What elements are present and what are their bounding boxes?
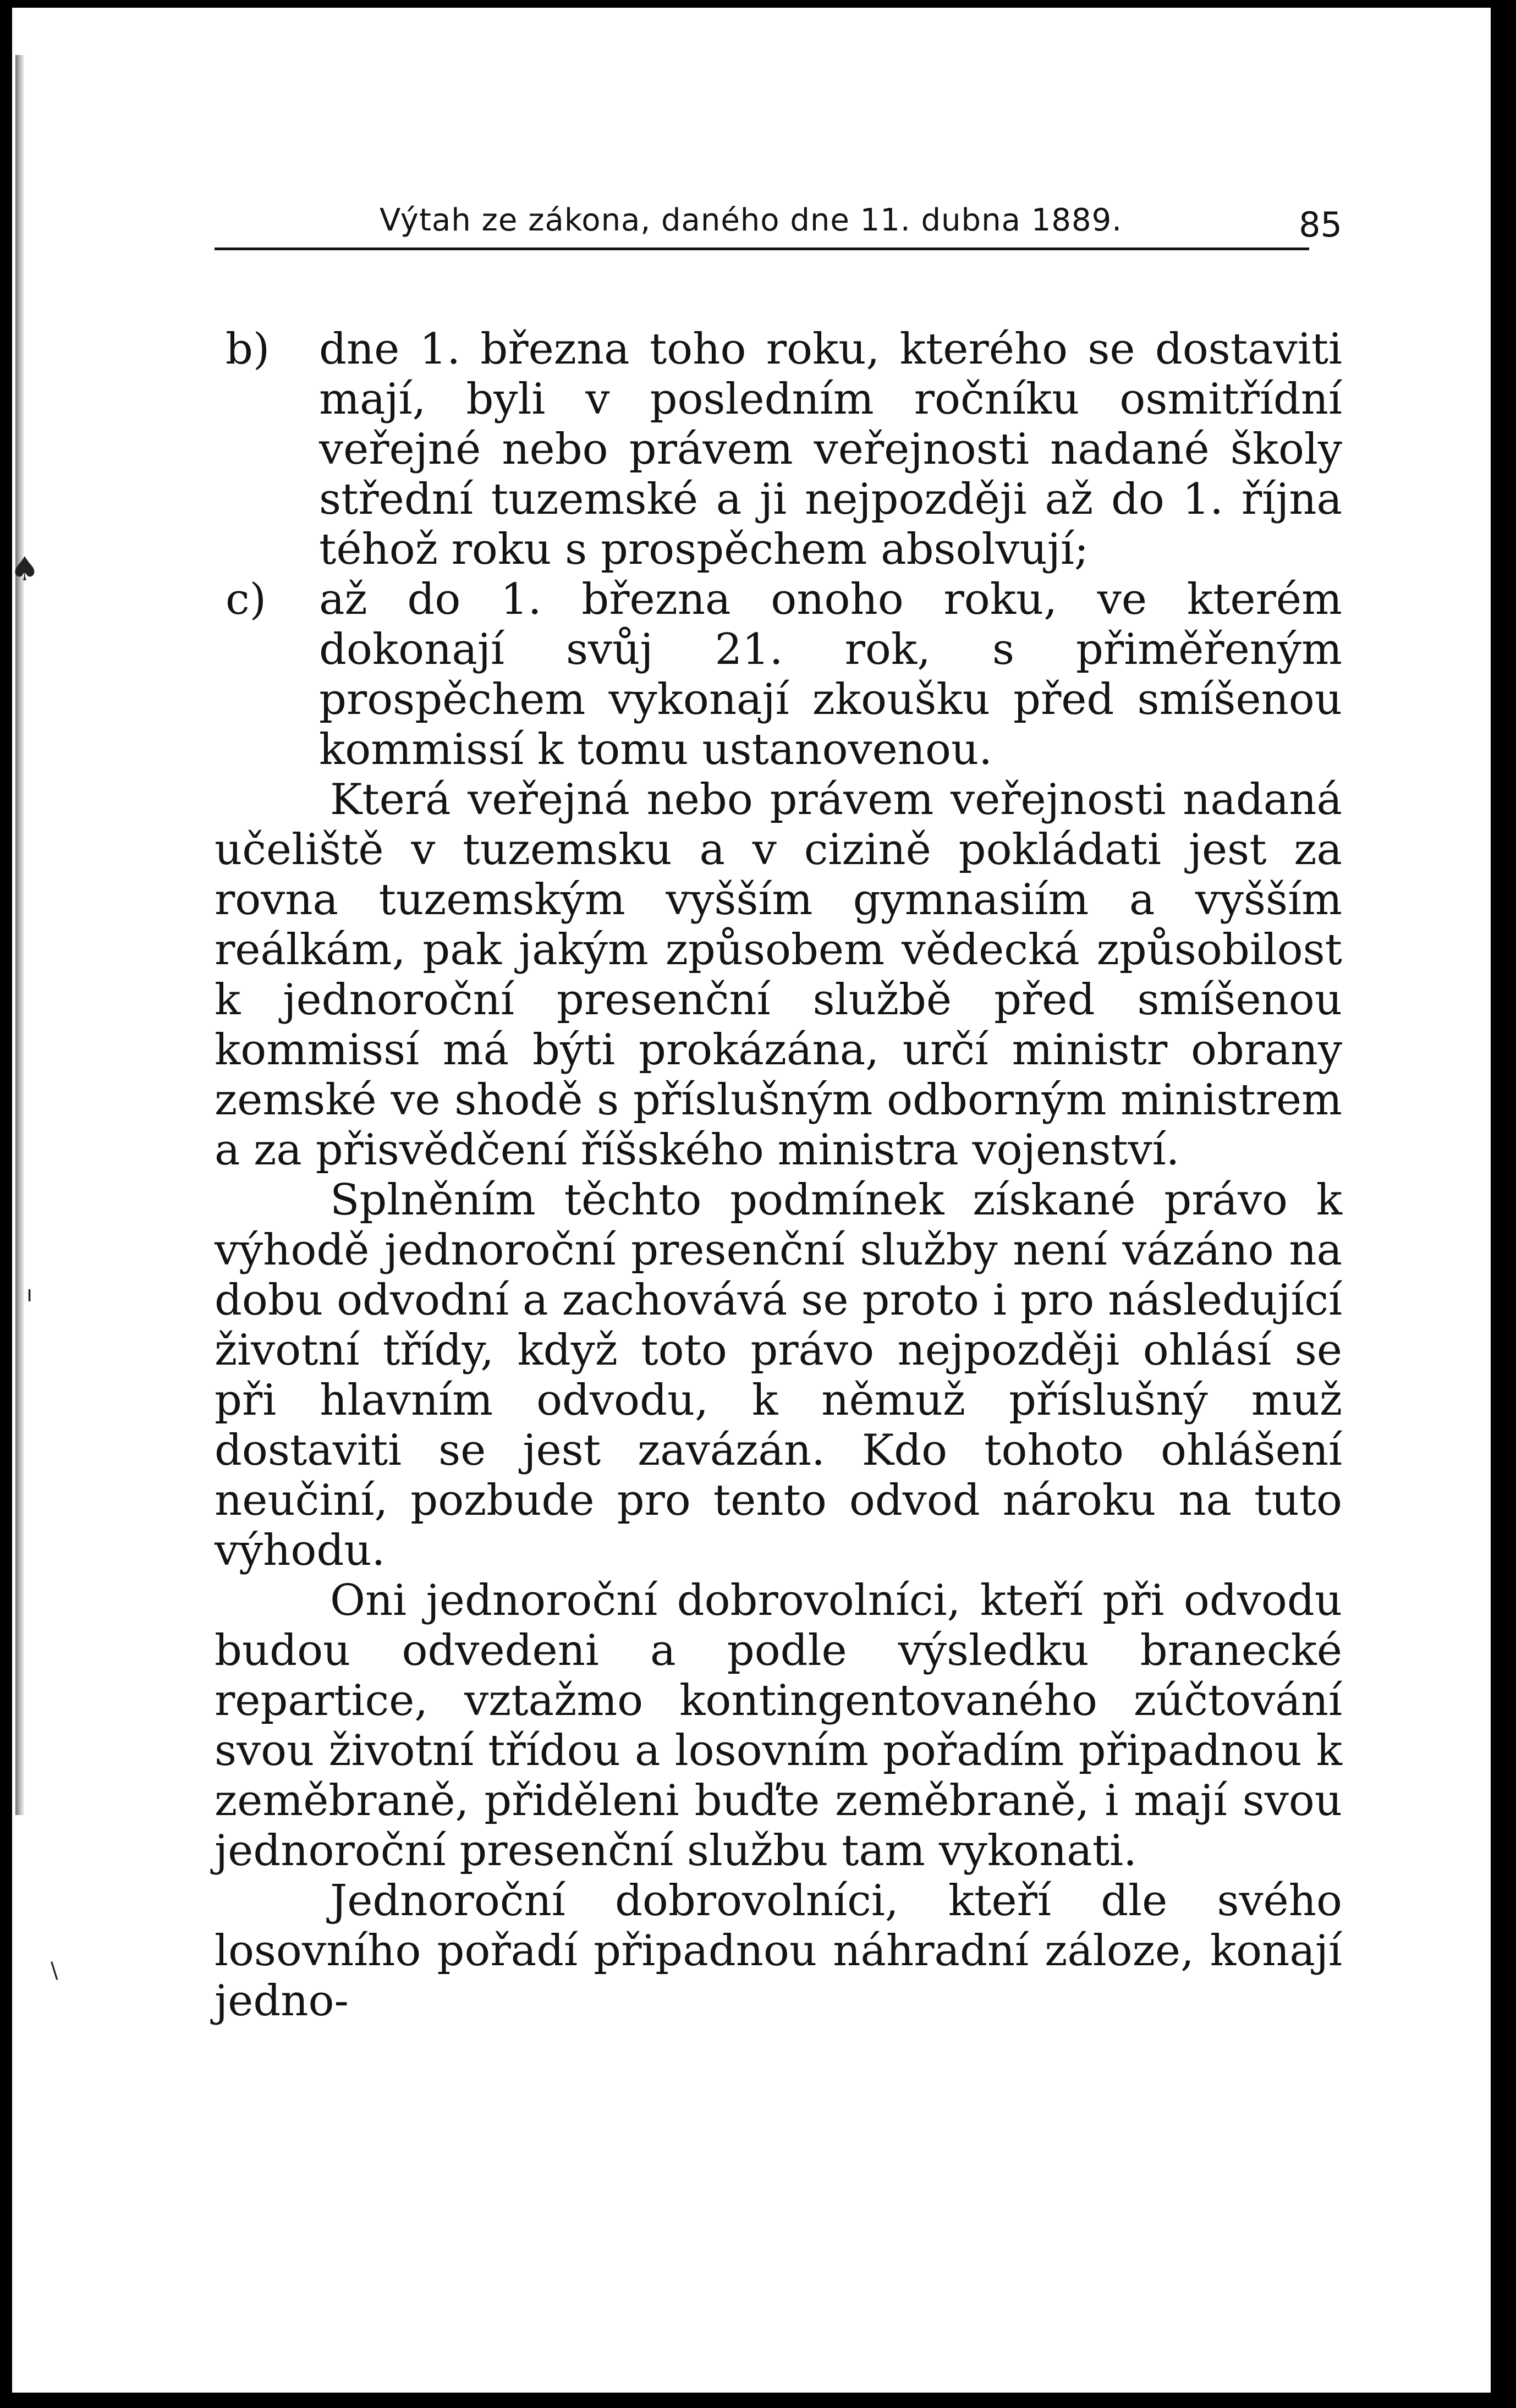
list-item-text: až do 1. března onoho roku, ve kterém dokonají svůj 21. rok, s přiměřeným prospěchem vykonají zkoušku před smíšenou kommissí k tomu ustanovenou. bbox=[319, 575, 1342, 774]
book-spine-shadow bbox=[15, 55, 24, 1815]
list-item bbox=[215, 575, 1342, 775]
list-item-marker: b) bbox=[226, 325, 270, 374]
scan-border-left bbox=[0, 0, 12, 2408]
margin-mark: \ bbox=[51, 1958, 58, 1983]
list-item bbox=[215, 325, 1342, 575]
scan-border-right bbox=[1491, 0, 1516, 2408]
list-item-text: dne 1. března toho roku, kterého se dostaviti mají, byli v posledním ročníku osmitřídní veřejné nebo právem veřejnosti nadané školy střední tuzemské a ji nejpozději až do 1. října téhož roku s prospěchem absolvují; bbox=[319, 325, 1342, 574]
header-rule bbox=[215, 248, 1309, 250]
running-head: Výtah ze zákona, daného dne 11. dubna 1889. bbox=[380, 202, 1123, 238]
margin-mark: ı bbox=[26, 1282, 33, 1307]
margin-mark: ♠ bbox=[10, 550, 40, 589]
paragraph: Která veřejná nebo právem veřejnosti nadaná učeliště v tuzemsku a v cizině pokládati jest za rovna tuzemským vyšším gymnasiím a vyšším reálkám, pak jakým způsobem vědecká způsobilost k jednoroční presenční službě před smíšenou kommissí má býti prokázána, určí ministr obrany zemské ve shodě s příslušným odborným ministrem a za přisvědčení říšského ministra vojenství. bbox=[215, 775, 1342, 1175]
scan-border-top bbox=[0, 0, 1516, 8]
paragraph: Jednoroční dobrovolníci, kteří dle svého losovního pořadí připadnou náhradní záloze, konají jedno- bbox=[215, 1876, 1342, 2026]
book-page bbox=[215, 187, 1342, 2026]
list-item-marker: c) bbox=[226, 575, 267, 624]
scan-border-bottom bbox=[0, 2393, 1516, 2408]
page-body bbox=[215, 248, 1342, 2026]
paragraph: Oni jednoroční dobrovolníci, kteří při odvodu budou odvedeni a podle výsledku branecké repartice, vztažmo kontingentovaného zúčtování svou životní třídou a losovním pořadím připadnou k zeměbraně, přiděleni buďte zeměbraně, i mají svou jednoroční presenční službu tam vykonati. bbox=[215, 1576, 1342, 1876]
paragraph: Splněním těchto podmínek získané právo k výhodě jednoroční presenční služby není vázáno na dobu odvodní a zachovává se proto i pro následující životní třídy, když toto právo nejpozději ohlásí se při hlavním odvodu, k němuž příslušný muž dostaviti se jest zavázán. Kdo tohoto ohlášení neučiní, pozbude pro tento odvod nároku na tuto výhodu. bbox=[215, 1175, 1342, 1575]
page-number: 85 bbox=[1299, 205, 1342, 245]
page-header bbox=[215, 187, 1342, 248]
